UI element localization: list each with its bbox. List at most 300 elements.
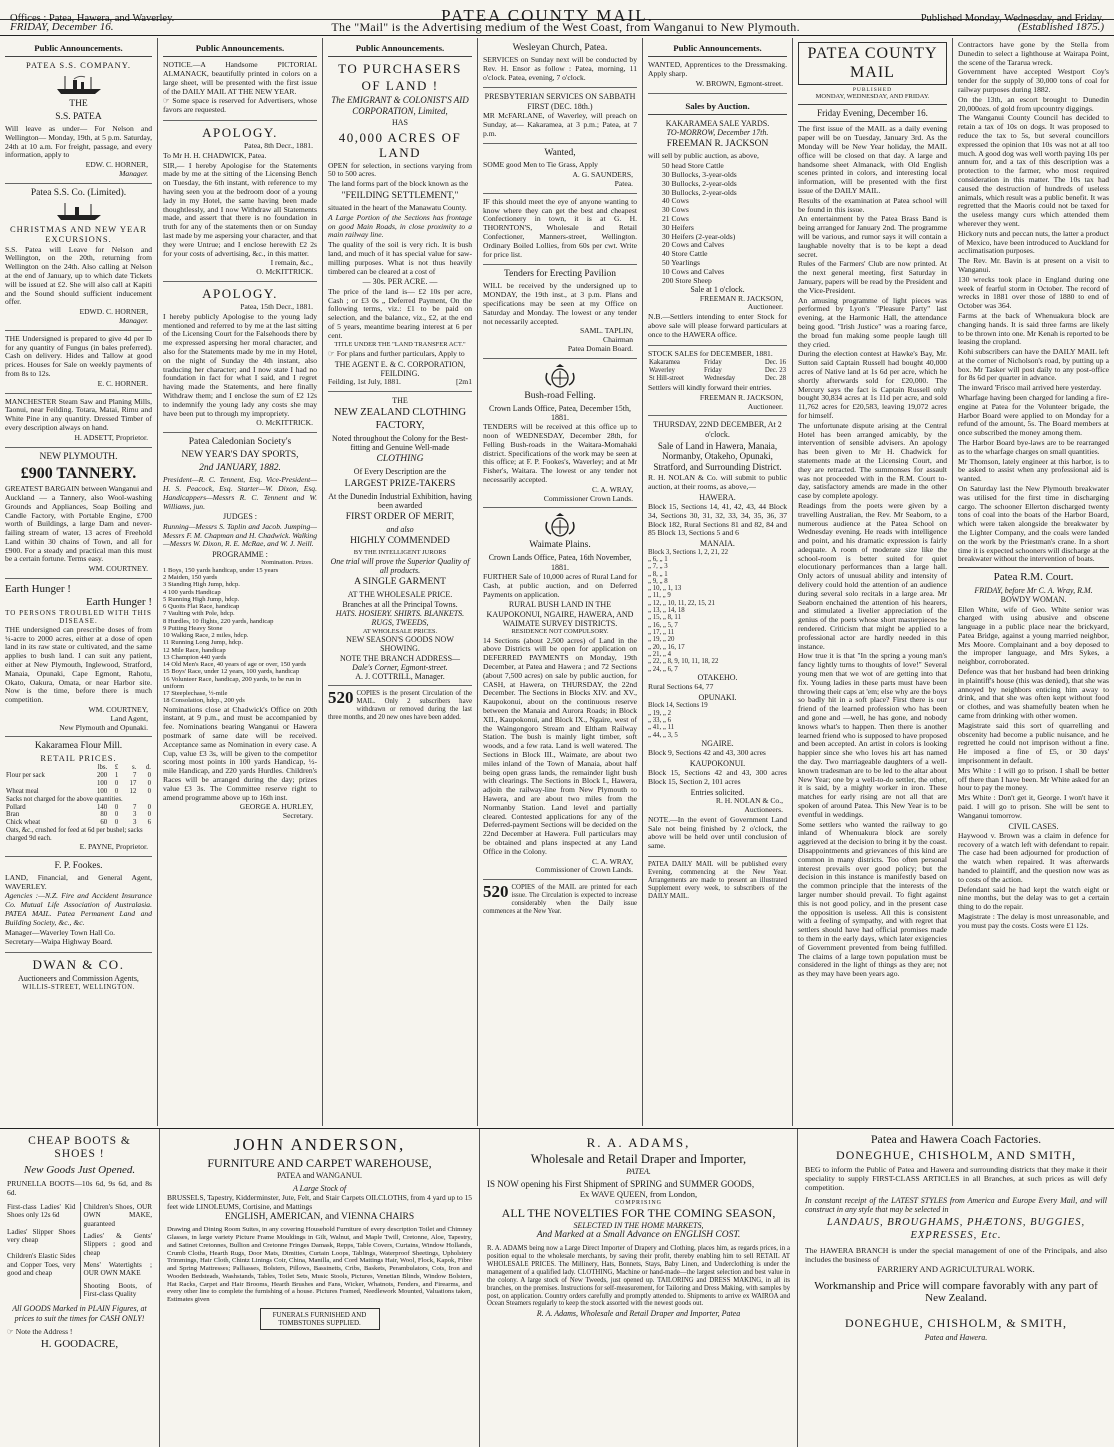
ad-text: WANTED, Apprentices to the Dressmaking. Apply sharp. [648,60,787,78]
ad-open: OPEN for selection, in sections varying from 50 to 500 acres. [328,160,472,179]
ad-role: Commissioner Crown Lands. [543,493,633,503]
section-opunaki: OPUNAKI. [698,693,737,703]
list-item: „ 21, „ 4 [648,651,672,659]
ad-apprentices [648,61,787,93]
ad-block-name: "FEILDING SETTLEMENT," [341,191,459,202]
table-row [648,375,787,383]
list-item: 30 Bullocks, 2-year-olds [662,178,737,188]
cell: 1 [114,772,119,780]
ad-presbyterian [483,92,637,144]
ad-text: SOME good Men to Tie Grass, Apply [483,160,598,170]
list-item: Mens' Watertights ; OUR OWN MAKE [83,1261,152,1278]
ad-text: Will leave as under— For Nelson and Wellington— Monday, 19th, at 5 p.m. Saturday, 24th at 10 a.m. For freight, passage, and every information, apply to [5,124,152,160]
ad-signature: FREEMAN R. JACKSON, [699,293,783,303]
pointing-hand-icon: ☞ [328,349,337,359]
ad-body: 14 Sections (about 2,500 acres) of Land in the above Districts will be open for application on DEFERRED PAYMENTS on Monday, 19th December, at Patea and Hawera ; and 72 Sections (about 7,500 acres) on sale by public auction, for CASH, at Hawera, on THURSDAY, the 22nd December. The Sections in Blocks XIV. and XV., Kaupokonui, about on the continuous reserve between the Manaia and Aurora Roads; in Block XII., Kaupokonui, and Block IX., Ngaire, west of the Waingongoro Stream and Eltham Railway Station. The bush is mainly light timber, soft woods, and a few rata. Land is well watered. The Sections in Block III., Waimate, are about two miles inland of the Town of Manaia, about half being open grass lands, the remainder light bush with clearings. The Sections in Block I., Hawera, adjoin the railway-line from New Plymouth to Hawera, and are about two miles from the Normanby Station. Land level and partially cleared. Contested applications for any of the Deferred-payment Sections will be decided on the 22nd December at Hawera. Full particulars may be obtained and plans inspected at any Land Office in the Colony. [483,635,637,856]
ad-date: THURSDAY, 22ND DECEMBER, At 2 o'clock. [653,420,782,439]
ad-title: Kakaramea Flour Mill. [34,741,123,752]
ad-text: THE Undersigned is prepared to give 4d per lb for any quantity of Fungus (in bales preferred). Cash on delivery. Hides and Tallow at good prices. Houses for Sale on weekly payments of from 8s to 12s. [5,333,152,378]
cell: Waverley [649,367,675,375]
column-3 [323,38,478,1126]
ad-left-list [7,1202,76,1299]
ad-title: Wesleyan Church, Patea. [512,43,608,53]
ad-pavilion-tenders [483,269,637,358]
section-manaia: MANAIA. [700,539,735,549]
masthead [0,0,1114,36]
ad-chairs: ENGLISH, AMERICAN, and VIENNA CHAIRS [224,1212,415,1223]
list-item: 30 Bullocks, 3-year-olds [662,169,737,179]
logo-published: PUBLISHED [852,87,893,94]
ad-ra-adams [480,1129,798,1447]
cell: Wheat meal [6,787,39,795]
list-item: 12 Mile Race, handicap [163,646,226,654]
list-item: 8 Hurdles, 10 flights, 220 yards, handicap [163,617,274,625]
list-item: 2 Maiden, 150 yards [163,574,218,582]
table-row [5,772,152,780]
ad-names: DONEGHUE, CHISHOLM, AND SMITH, [836,1147,1076,1162]
column-header: Public Announcements. [648,40,787,57]
ad-text: Settlers will kindly forward their entries. [648,382,772,392]
cell: Sacks not charged for the above quantities. [6,795,123,803]
ad-manager: Manager—Waverley Town Hall Co. [5,927,116,937]
section-kaupokonui: KAUPOKONUI. [689,759,746,769]
ad-almanack [163,61,317,121]
column-4 [478,38,643,1126]
list-item: 30 Heifers (2-year-olds) [662,231,736,241]
cell: 6 [147,819,151,827]
news-paragraph: The Rev. Mr. Bavin is at present on a visit to Wanganui. [958,256,1109,274]
ad-title: TO PURCHASERS [338,61,462,77]
list-item: 15 Boys' Race, under 12 years, 100 yards, handicap [163,668,300,676]
list-item: „ 44, „ 3, 5 [648,731,678,739]
ad-text: FURTHER Sale of 10,000 acres of Rural Land for Cash, at public auction, and on Deferred Payments on application. [483,571,637,599]
ad-text: At the Dunedin Industrial Exhibition, having been awarded [328,491,472,510]
list-item: 200 Store Sheep [662,275,712,285]
court-heading: Patea R.M. Court. [993,571,1074,584]
ad-text: IF this should meet the eye of anyone wanting to know where they can get the best and cheapest Confectionery in town, it is at G. H. THORNTON'S, Wholesale and Retail Confectioner, Manners-street, Wellington. Ordinary Boiled Lollies, from 60s per cwt. Write for price list. [483,196,637,259]
ad-text: Noted throughout the Colony for the Best-fitting and Genuine Well-made [332,433,468,453]
ad-title: PRESBYTERIAN SERVICES ON SABBATH FIRST (DEC. 18th.) [484,92,636,111]
ad-marked: All GOODS Marked in PLAIN Figures, at prices to suit the times for CASH ONLY! [12,1304,147,1323]
steamship-icon [55,202,103,222]
list-item: 10 Walking Race, 2 miles, hdcp. [163,632,249,640]
cell: Dec. 23 [764,367,786,375]
ad-subtitle: New Goods Just Opened. [23,1163,136,1176]
ad-wesleyan [483,43,637,88]
ad-text: WILL be received by the undersigned up to MONDAY, the 19th inst., at 3 p.m. Plans and specifications may be seen at my Office on Saturday and Monday. The lowest or any tender not necessarily accepted. [483,281,637,326]
price-table [5,764,152,843]
cell: 0 [114,803,119,811]
logo-days: MONDAY, WEDNESDAY, AND FRIDAY. [815,93,930,101]
cell: Friday [704,359,722,367]
list-item: 20 Cows and Calves [662,240,725,250]
news-paragraph: Kohi subscribers can have the DAILY MAIL left at the corner of Nicholson's road, by putting up a box. Mr Tasker will post daily to any post-office for 8s 6d per quarter in advance. [958,347,1109,383]
ad-role: Auctioneers. [744,805,783,815]
paper-logo: PATEA COUNTY MAIL [798,42,947,85]
ad-title: Wanted, [544,148,576,159]
steamship-icon [55,74,103,96]
circulation-number: 520 [328,688,354,708]
tagline: The "Mail" is the Advertising medium of the West Coast, from Wanganui to New Plymouth. [331,19,800,34]
ad-note [163,97,317,115]
ad-signature: O. McKITTRICK. [256,267,313,277]
ad-role: Manager. [119,169,148,179]
ad-text: R. H. NOLAN & Co. will submit to public auction, at their rooms, as above,— [648,473,787,491]
court-paragraph: Haywood v. Brown was a claim in defence for recovery of a watch left with defendant to repair. The case had been adjourned for production of the watch when repaired. It was afterwards handed to plaintiff, and the question now was as to costs of the action. [958,830,1109,884]
ad-residence: RESIDENCE NOT COMPULSORY. [511,628,609,636]
list-item: Ladies' & Gents' Slippers ; good and cheap [83,1232,152,1257]
ad-trial: One trial will prove the Superior Quality of all products. [330,556,470,576]
ad-text: LAND, Financial, and General Agent, WAVERLEY. [5,872,152,891]
ad-the: THE [392,396,408,406]
ad-text: Auctioneers and Commission Agents, [18,974,139,984]
royal-crest-icon [542,512,578,538]
ad-text: THE undersigned can prescribe doses of from ¼-acre to 2000 acres, either at a dose of open land in its raw state or cultivated, and the same applies to bush land. I can suit any patient, either at New Plymouth, Inglewood, Stratford, Manaia, Opunaki, Cape Egmont, Rahotu, Okato, Oakura, Omata, or near Harbor site. Now is the time, before there is much competition. [5,624,152,705]
ad-signature: SAML. TAPLIN, [579,326,633,336]
ad-title-act: TITLE UNDER THE "LAND TRANSFER ACT." [334,341,466,349]
table-row [648,359,787,367]
ad-text: S.S. Patea will Leave for Nelson and Wellington, on the 20th, returning from Wellington on the 24th. Also calling at Nelson at the end of January, up to which date Tickets will be issued at £2. She will also call at Kapiti and the Sound should sufficient inducement offer. [5,244,152,307]
ad-signature: W. BROWN, Egmont-street. [695,78,783,88]
ad-text: IS NOW opening his First Shipment of SPRING and SUMMER GOODS, [487,1178,755,1189]
news-paragraph: Results of the examination at Patea school will be found in this issue. [798,195,947,214]
opunaki-list [648,702,787,739]
published-line: Published Monday, Wednesday, and Friday. [920,13,1104,24]
list-item: „ 41, „ 11 [648,724,675,732]
cell: 0 [114,779,119,787]
cell: 0 [147,779,151,787]
ad-manager: A. J. COTTRILL, Manager. [355,672,445,682]
section-ngaire: NGAIRE. [701,739,734,749]
ad-earth-hunger [5,583,152,737]
ad-workmanship: Workmanship and Price will compare favorably with any part of New Zealand. [814,1279,1098,1305]
ad-entries: Entries solicited. [690,787,745,797]
cell: 0 [114,811,119,819]
news-paragraph: Government have accepted Westport Coy's tender for the supply of 30,000 tons of coal for railway purposes during 1882. [958,67,1109,94]
ad-title: KAKARAMEA SALE YARDS. [665,118,770,128]
copies-number: 520 [483,882,509,902]
stock-sales-table [648,359,787,383]
list-item: First-class Ladies' Kid Shoes only 12s 6d [7,1203,76,1220]
section-text: Block 15, Sections 42 and 43, 300 acres Block 15, Section 2, 101 acres [648,768,787,787]
ad-note [7,1328,152,1337]
ad-text: Of Every Description are the [353,467,447,477]
ad-date: 2nd JANUARY, 1882. [199,463,281,474]
ad-text: I hereby publicly Apologise to the young lady mentioned and referred to by me at the last sitting of the Licensing Court for the Falsehoods there by me expressed aspersing her moral character, and also for the Statements made by me in my Hotel, on the night of Sunday the 4th instant, also traducing her character; and I now state I had no foundation in fact for what I said, and I regret having made the Statements, and here finally Withdraw them; and I enclose the sum of £2 12s to indemnify the young lady any costs she may have been put to through my impropriety. [163,311,317,418]
ad-title: Tenders for Erecting Pavilion [504,269,616,280]
column-1 [0,38,158,1126]
list-item: „ 22, „ 8, 9, 10, 11, 18, 22 [648,658,719,666]
ad-also: and also [386,525,414,535]
ad-role: Auctioneer. [747,302,783,312]
ad-judges: Running—Messrs S. Taplin and Jacob. Jumping—Messrs F. M. Chapman and H. Chadwick. Walking—Messrs W. Dixon, R. E. McRae, and W. J. Neill. [163,521,317,549]
list-item: 10 Cows and Calves [662,266,725,276]
ad-text: PATEA DAILY MAIL will be published every Evening, commencing at the New Year. Arrangements are made to present an illustrated Supplement every week, to subscribers of the DAILY MAIL. [648,861,787,900]
ad-commended: HIGHLY COMMENDED [350,536,450,547]
ad-text: GREATEST BARGAIN between Wanganui and Auckland — a Tannery, also Wool-washing Grounds and Appliances, Soap Boiling and Candle Factory, with Portable Engine, £700 worth of Buildings, a large Dam and never-failing stream of water, 13 acres of Freehold Land within 30 chains of Town, and all for £900. For a steady and practical man this must be a certain fortune. Terms easy. [5,484,152,564]
ad-place: PATEA. [626,1166,651,1176]
section-text: Block 15, Sections 14, 41, 42, 43, 44 Block 34, Sections 30, 31, 32, 33, 34, 35, 36, 37 Block 182, Rural Sections 81 and 82, 84 and 85 Block 13, Sections 5 and 6 [648,502,787,538]
cell: Flour per sack [6,772,45,780]
ad-jurors: BY THE INTELLIGENT JURORS [353,549,447,557]
ad-place: Patea. [614,178,633,188]
table-row [5,811,152,819]
ad-funerals: FUNERALS FURNISHED AND TOMBSTONES SUPPLIED. [260,1308,380,1330]
court-paragraph: Ellen White, wife of Geo. White senior was charged with using abusive and obscene language in a public place near the brickyard, Patea Bridge, against a young married neighbor, Mrs Moore. Complainant and a boy deposed to the improper language, and Mrs Sykes, a neighbor, corroborated. [958,604,1109,667]
cell: 0 [147,811,151,819]
ad-apply-text: For plans and further particulars, Apply to [336,349,465,359]
ad-ref: [2m1 [455,377,472,387]
ad-clothing: CLOTHING [376,454,424,465]
cell: Chick wheat [6,819,41,827]
cell: Pollard [6,803,26,811]
ad-text: will sell by public auction, as above, [648,151,759,161]
ad-corporation: The EMIGRANT & COLONIST'S AID CORPORATION, Limited, [331,95,469,116]
news-paragraph: Mr Thomson, lately engineer at this harbor, is to be asked to assist when any professional aid is wanted. [958,456,1109,484]
news-paragraph: Wharfage having been charged for landing a fire-engine at Patea for the Volunteer brigade, the Harbor Board were applied to on Monday for a refund of the amount, 5s. The Board members at once subscribed the money among them. [958,393,1109,438]
royal-crest-icon [542,363,578,389]
list-item: „ 7, „ 3 [648,563,668,571]
list-item: Children's Shoes, OUR OWN MAKE, guaranteed [83,1203,152,1228]
cell: 0 [114,819,119,827]
cell: 0 [147,772,151,780]
column-7 [953,38,1114,1126]
news-paragraph: An amusing programme of light pieces was performed by Lyon's "Pleasure Party" last evening, at the Harmonic Hall, the attendance being good. "Irish Justice" was a roaring farce, the broad fun making some people laugh till they cried. [798,295,947,349]
list-item: „ 19, „ 20 [648,636,675,644]
court-case-title: BOWDY WOMAN. [1000,595,1067,605]
list-item: Block 14, Sections 19 [648,702,708,710]
news-paragraph: The Wanganui County Council has decided to retain a tax of 10s on dogs. It was proposed to reduce the tax to 5s, but several councillors expressed the opinion that 10s was not at all too much. A good dog was well worth paying 10s per annum for, and a tax of this description was a protection to the farmer, who most required consideration in this matter. The 10s tax had caused the destruction of hundreds of useless animals, which result was a public benefit. It was regretted that the Maoris could not be taxed for the useless mangy curs which attended them wherever they went. [958,113,1109,228]
ad-text: The HAWERA BRANCH is under the special management of one of the Principals, and also includes the business of [805,1245,1107,1264]
list-item: 13 Champion 440 yards [163,653,227,661]
programme-list [163,567,317,705]
ad-title: R. A. ADAMS, [586,1135,691,1150]
ad-copies [483,884,637,921]
ad-place: New Plymouth and Opunaki. [59,722,148,732]
list-item: 21 Cows [662,213,689,223]
ad-note-text: Some space is reserved for Advertisers, whose favors are requested. [163,96,317,115]
court-date: FRIDAY, before Mr C. A. Wray, R.M. [974,585,1093,595]
list-item: 16 Volunteer Race, handicap, 200 yards, to be run in uniform [163,675,302,690]
ad-fungus [5,335,152,394]
ad-signature: H. ADSETT, Proprietor. [74,432,148,442]
ad-comprising: COMPRISING [614,1200,662,1207]
ad-frontage: A Large Portion of the Sections has frontage on good Main Roads, in close proximity to a main railway line. [328,212,472,240]
stock-list [648,162,787,285]
bottom-advertisements [0,1128,1114,1446]
ad-ship: Ex WAVE QUEEN, from London, [579,1189,698,1200]
list-item: 3 Standing High Jump, hdcp. [163,581,240,589]
list-item: „ 16, „ 5, 7 [648,621,678,629]
table-row [5,788,152,796]
ad-role: Auctioneer. [747,401,783,411]
col-head: s. [131,764,137,772]
list-item: „ 33, „ 6 [648,717,672,725]
price-table-header [5,764,152,772]
list-item: 11 Running Long Jump, hdcp. [163,639,243,647]
list-item: 30 Heifers [662,222,694,232]
cell: Oats, &c., crushed for feed at 6d per bushel; sacks charged 9d each. [6,827,143,843]
ad-circulation [328,690,472,727]
cell: Bran [6,811,20,819]
established-line: (Established 1875.) [1017,21,1104,34]
list-item: „ 17, „ 11 [648,629,675,637]
list-item: „ 10, „ 1, 13 [648,585,682,593]
ad-per-acre: — 30s. PER ACRE. — [362,277,438,287]
ad-saw-mills [5,398,152,448]
cell: 100 [97,779,108,787]
ad-text: COPIES of the MAIL are printed for each issue. The Circulation is expected to increase considerably when the Daily issue commences at the New Year. [483,884,637,915]
list-item: 14 Old Men's Race, 40 years of age or over, 150 yards [163,661,307,669]
ad-title: APOLOGY. [202,286,278,302]
ad-title: £900 TANNERY. [20,464,137,482]
ad-title: Bush-road Felling. [524,390,596,401]
table-row [5,819,152,827]
ad-signature: C. A. WRAY, [591,856,633,866]
table-row [648,367,787,375]
ad-marked: And Marked at a Small Advance on ENGLISH COST. [536,1230,741,1241]
section-otakeho: OTAKEHO. [697,673,738,683]
cell: St Hill-street [649,375,684,383]
ad-apology-1 [163,125,317,282]
ad-title: Patea S.S. Co. (Limited). [30,187,127,198]
ad-title: Earth Hunger ! [5,583,71,596]
table-row [5,804,152,812]
news-paragraph: How true it is that "In the spring a young man's fancy lightly turns to thoughts of love!" Several young men that we wot of are getting into that fix. Young ladies in these parts must have been throwing their caps at 'em; else why are the boys so badly hit in a soft place? First there is our friend of the learned profession who has been and gone and —well, he has gone, and nobody knows what's to happen. Then there is another learned friend who is supposed to have proposed and been accepted. An artist in colors is looking happier since she who loves his art has named the day. Two marriageable daughters of a well-known tradesman are to be led to the altar about New Year; one by a well-to-do settler, the other, it is said, by a mighty worker in iron. These matches for early rising are not all that are spoken of around Patea. This New Year is to be eventful in weddings. [798,651,947,819]
news-paragraph: An entertainment by the Patea Brass Band is being arranged for January 2nd. The programme will be various, and rumor says it will contain a laughable novelty that is to be kept a dead secret. [798,214,947,259]
news-paragraph: The unfortunate dispute arising at the Central Hotel has been arranged amicably, by the intervention of sensible advisers. An apology has been given to Mr H. Chadwick for statements made at the Licensing Court, and they are retracted. The summonses for assault was not proceeded with in the R.M. Court to-day, satisfactory amends are made in the other case by complete apology. [798,420,947,501]
list-item: „ 8, „ 1 [648,570,668,578]
ad-dwan [5,957,152,995]
news-paragraph: On the 13th, an escort brought to Dunedin 20,000ozs. of gold from upcountry diggings. [958,94,1109,113]
ad-subtitle: FURNITURE AND CARPET WAREHOUSE, [207,1155,432,1170]
ad-officers: President—R. C. Tennent, Esq. Vice-President—H. S. Peacock, Esq. Starter—W. Dixon, Esq. Handicappers—Messrs R. C. Tennent and W. Williams, jun. [163,475,317,511]
column-5 [643,38,793,1126]
ad-signature: A. G. SAUNDERS, [572,170,633,180]
civil-cases-title: CIVIL CASES. [1008,821,1059,831]
ad-place: NEW PLYMOUTH. [39,451,118,462]
news-paragraph: Contractors have gone by the Stella from Dunedin to select a lighthouse at Wairapa Point, the scene of the Tararua wreck. [958,40,1109,67]
ad-signature: EDW. C. HORNER, [85,160,148,170]
offices-line: Offices : Patea, Hawera, and Waverley. [10,13,175,24]
list-item: 30 Bullocks, 2-year-olds [662,187,737,197]
ad-title: JOHN ANDERSON, [233,1135,406,1154]
pointing-hand-icon: ☞ [163,96,173,106]
ad-text: The quality of the soil is very rich. It is bush land, and much of it has special value for saw-milling purposes. What is not thus heavily timbered can be cleared at a cost of [328,240,472,276]
ad-title: STOCK SALES for DECEMBER, 1881. [648,348,773,358]
ad-title: Patea Caledonian Society's [188,437,292,448]
dateline: Friday Evening, December 16. [817,108,928,118]
ad-office: Crown Lands Office, Patea, 16th November, 1881. [488,553,632,572]
ad-to: To Mr H. H. CHADWICK, Patea. [163,150,267,160]
ad-stock: A Large Stock of [292,1183,347,1193]
cell: Dec. 28 [764,375,786,383]
cell: Friday [704,367,722,375]
list-item: „ 20, „ 16, 17 [648,643,685,651]
ad-title: Sale of Land in Hawera, Manaia, Normanby, Otakeho, Opunaki, Stratford, and Surrounding District. [653,440,782,472]
court-paragraph: Defendant said he had kept the watch eight or nine months, but the delay was to get a certain thing to do the repair. [958,884,1109,912]
list-item: „ 24, „ 6, 7 [648,665,678,673]
ad-title: PATEA S.S. COMPANY. [26,60,131,71]
cell: 7 [132,772,137,780]
list-item: „ 19, „ 2 [648,709,672,717]
cell: 0 [114,787,119,795]
ad-text: SERVICES on Sunday next will be conducted by Rev. H. Ensor as follow : Patea, morning, 11 o'clock. Patea, evening, 7 o'clock. [483,55,637,82]
cell: 0 [147,803,151,811]
ad-role: Secretary. [282,811,313,821]
cell: Kakaramea [649,359,680,367]
ad-title: DWAN & CO. [32,957,125,973]
list-item: 50 head Store Cattle [662,161,724,171]
column-header: Public Announcements. [328,40,472,57]
column-header: Public Announcements. [163,40,317,57]
list-item: Shooting Boots, of First-class Quality [83,1281,152,1299]
ad-title: NEW ZEALAND CLOTHING FACTORY, [333,407,467,431]
ad-date: Patea, 8th Decr., 1881. [244,141,313,151]
ad-clothing-factory [328,396,472,686]
ad-wholesale: AT THE WHOLESALE PRICE. [347,590,453,600]
ad-tannery [5,452,152,580]
ad-fookes [5,861,152,953]
ad-text: BEG to inform the Public of Patea and Hawera and surrounding districts that they make it their speciality to supply FIRST-CLASS ARTICLES in all Branches, at such prices as will defy competition. [805,1164,1107,1192]
list-item: 18 Consolation, hdcp., 200 yds [163,697,245,705]
newspaper-title: PATEA COUNTY MAIL. [441,6,654,25]
ad-title: Patea and Hawera Coach Factories. [870,1132,1042,1146]
ad-goods: HATS. HOSIERY. SHIRTS. BLANKETS. RUGS, TWEEDS, [335,609,465,628]
cell: Wednesday [704,375,736,383]
cell [5,780,83,788]
news-paragraph: The Harbor Board bye-laws are to be rearranged as to the wharfage charges on small quantities. [958,438,1109,456]
ad-signature: H. GOODACRE, [40,1337,119,1350]
ad-role: Chairman [603,335,633,345]
list-item: 7 Vaulting with Pole, hdcp. [163,610,235,618]
ad-close: I remain, &c., [270,258,313,268]
ad-title-2: OF LAND ! [361,78,439,94]
col-head: lbs. [97,764,108,772]
ad-note: NOTE THE BRANCH ADDRESS— [339,653,461,663]
ad-daily-mail [648,861,787,905]
cell: 3 [132,811,137,819]
ad-coach-factories [798,1129,1114,1447]
ad-programme-cols: Nomination. Prizes. [261,559,313,567]
ad-headline: CHRISTMAS AND NEW YEAR EXCURSIONS. [10,223,147,244]
col-head: £ [114,764,119,772]
ad-secretary: Secretary—Waipa Highway Board. [5,937,113,947]
ad-title: F. P. Fookes. [54,860,103,871]
ad-signature: R. H. NOLAN & Co., [715,796,783,806]
table-row [5,796,152,804]
ad-apology-2 [163,286,317,433]
ad-boots-shoes [0,1129,160,1447]
ad-patea-ss-company [5,61,152,184]
cell: 17 [129,779,137,787]
ad-largest: LARGEST PRIZE-TAKERS [344,478,456,489]
list-item: 1 Boys, 150 yards handicap, under 15 years [163,566,279,574]
court-paragraph: Magistrate : The delay is most unreasonable, and you must pay the costs. Costs were £1 12s. [958,912,1109,930]
news-paragraph: Some settlers who wanted the railway to go inland of Whenuakura block are sorely aggrieved at the decision to bring it by the coast. Disappointments and grievances of this kind are common in many districts. Too often personal interest prevails over good policy; but the decision in this instance is manifestly based on the common principle that the interests of the larger number should prevail. To fight against this is not good policy, and in the present case the opposition is useless. All this is consistent with a feeling of sympathy, and with regret that settlers should have had official promises made to them in the early days, which later exigencies of Government prevented from being fulfilled. The claims of a large town population must be considered in the light of things as they are; not as they may have been years ago. [798,819,947,979]
list-item: „ 9, „ 8 [648,577,668,585]
ad-title: CHEAP BOOTS & SHOES ! [28,1135,131,1161]
ad-signature: GEORGE A. HURLEY, [239,802,313,812]
cell: 7 [132,803,137,811]
ad-wanted-men [483,148,637,193]
news-paragraph: 130 wrecks took place in England during one week of fearful storm in October. The record of wrecks in 1881 over those of 1880 to end of October was 364. [958,274,1109,311]
list-item: 40 Cows [662,196,689,206]
ad-subtitle: RETAIL PRICES. [40,753,117,764]
news-paragraph: On Saturday last the New Plymouth breakwater was utilised for the first time in discharging cargo. The schooner Ellerton discharged twenty tons of coal into the boats of the Harbor Board, which were taken alongside the breakwater by the Lighter Company, and the coals were landed on the work by the Priestman's crane. In a short time it is expected schooners will discharge at the breakwater without the intervention of boats. [958,484,1109,564]
ad-role: Commissioner of Crown Lands. [535,865,633,875]
ad-signature: DONEGHUE, CHISHOLM, & SMITH, [845,1316,1067,1331]
